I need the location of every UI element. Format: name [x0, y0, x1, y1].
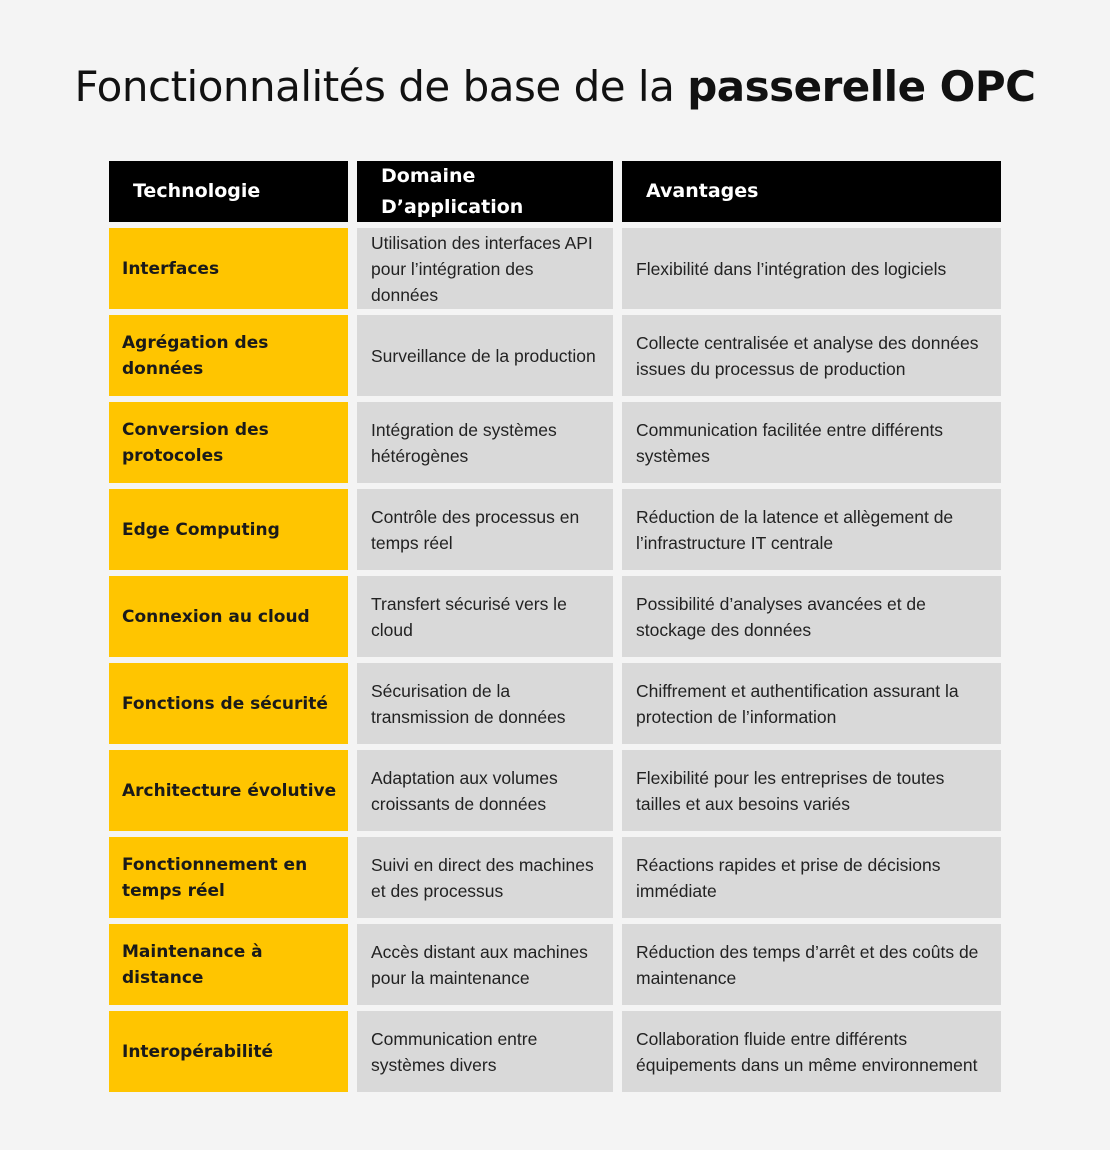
cell-avantages: Collaboration fluide entre différents équipements dans un même environnement	[622, 1011, 1001, 1092]
header-technologie: Technologie	[109, 161, 348, 222]
cell-technologie: Agrégation des données	[109, 315, 348, 396]
cell-domaine: Suivi en direct des machines et des processus	[357, 837, 613, 918]
cell-technologie: Maintenance à distance	[109, 924, 348, 1005]
table-row	[109, 837, 1001, 918]
cell-domaine: Adaptation aux volumes croissants de données	[357, 750, 613, 831]
cell-domaine: Sécurisation de la transmission de données	[357, 663, 613, 744]
title-prefix: Fonctionnalités de base de la	[74, 62, 688, 111]
table-row	[109, 663, 1001, 744]
cell-avantages: Possibilité d’analyses avancées et de stockage des données	[622, 576, 1001, 657]
table-row	[109, 924, 1001, 1005]
title-bold: passerelle OPC	[687, 62, 1036, 111]
cell-domaine: Communication entre systèmes divers	[357, 1011, 613, 1092]
cell-technologie: Connexion au cloud	[109, 576, 348, 657]
cell-domaine: Intégration de systèmes hétérogènes	[357, 402, 613, 483]
cell-avantages: Flexibilité dans l’intégration des logiciels	[622, 228, 1001, 309]
cell-domaine: Transfert sécurisé vers le cloud	[357, 576, 613, 657]
table-row	[109, 228, 1001, 309]
cell-avantages: Communication facilitée entre différents systèmes	[622, 402, 1001, 483]
cell-technologie: Fonctions de sécurité	[109, 663, 348, 744]
features-table	[109, 161, 1001, 1098]
cell-domaine: Contrôle des processus en temps réel	[357, 489, 613, 570]
cell-avantages: Flexibilité pour les entreprises de toutes tailles et aux besoins variés	[622, 750, 1001, 831]
header-avantages: Avantages	[622, 161, 1001, 222]
cell-domaine: Utilisation des interfaces API pour l’intégration des données	[357, 228, 613, 309]
table-row	[109, 315, 1001, 396]
cell-technologie: Architecture évolutive	[109, 750, 348, 831]
cell-avantages: Collecte centralisée et analyse des données issues du processus de production	[622, 315, 1001, 396]
cell-technologie: Edge Computing	[109, 489, 348, 570]
table-row	[109, 576, 1001, 657]
table-row	[109, 489, 1001, 570]
cell-avantages: Réduction des temps d’arrêt et des coûts de maintenance	[622, 924, 1001, 1005]
cell-technologie: Fonctionnement en temps réel	[109, 837, 348, 918]
page-title	[0, 62, 1110, 111]
cell-avantages: Réduction de la latence et allègement de l’infrastructure IT centrale	[622, 489, 1001, 570]
table-row	[109, 1011, 1001, 1092]
cell-domaine: Surveillance de la production	[357, 315, 613, 396]
cell-technologie: Interopérabilité	[109, 1011, 348, 1092]
header-domaine: Domaine D’application	[357, 161, 613, 222]
cell-technologie: Conversion des protocoles	[109, 402, 348, 483]
table-row	[109, 750, 1001, 831]
cell-avantages: Chiffrement et authentification assurant la protection de l’information	[622, 663, 1001, 744]
cell-domaine: Accès distant aux machines pour la maintenance	[357, 924, 613, 1005]
table-row	[109, 402, 1001, 483]
table-header-row	[109, 161, 1001, 222]
cell-technologie: Interfaces	[109, 228, 348, 309]
cell-avantages: Réactions rapides et prise de décisions immédiate	[622, 837, 1001, 918]
